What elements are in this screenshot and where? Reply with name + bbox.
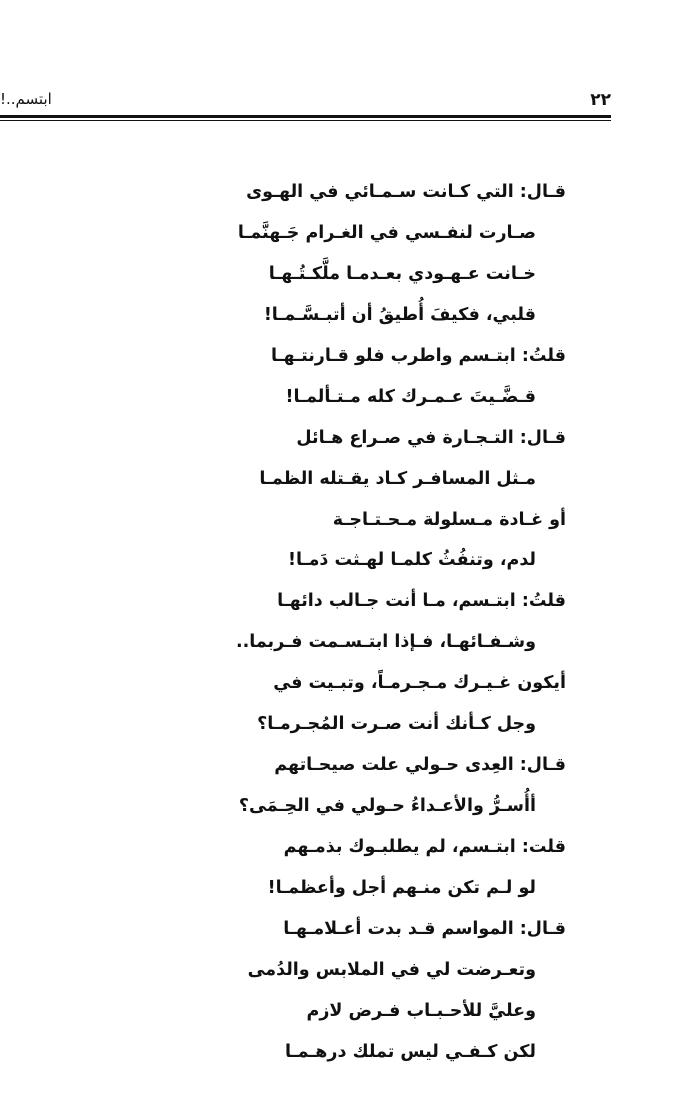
verse-line: مـثل المسافـر كـاد يقـتله الظمـا: [259, 468, 536, 489]
page-header: [0, 85, 611, 125]
running-title: ابتسم..!: [0, 90, 52, 108]
verse-line: قلتُ: ابتـسم واطرب فلو قـارنتـهـا: [270, 345, 566, 366]
verse-line: أو غـادة مـسلولة مـحـتـاجـة: [332, 509, 566, 530]
verse-line: لو لـم تكن منـهم أجل وأعظمـا!: [267, 877, 536, 898]
header-rule-thin: [0, 120, 611, 121]
verse-line: لدم، وتنفُثُ كلمـا لهـثت دَمـا!: [288, 550, 536, 571]
header-rule-thick: [0, 115, 611, 118]
poem-body: [20, 172, 566, 1073]
verse-line: قلتُ: ابتـسم، مـا أنت جـالب دائهـا: [277, 591, 566, 612]
verse-line: وجل كـأنك أنت صـرت المُجـرمـا؟: [257, 714, 536, 735]
verse-line: صـارت لنفـسي في الغـرام جَـهنَّمـا: [237, 222, 536, 243]
verse-line: قـال: التـجـارة في صـراع هـائل: [296, 427, 566, 448]
page-number: ٢٢: [590, 90, 611, 110]
verse-line: وشـفـائهـا، فـإذا ابتـسـمت فـربما..: [235, 632, 536, 653]
verse-line: قـضَّـيتَ عـمـرك كله مـتـألمـا!: [285, 386, 536, 407]
verse-line: خـانت عـهـودي بعـدمـا ملَّكـتُـهـا: [268, 263, 536, 284]
verse-line: قلبي، فكيفَ أُطيقُ أن أتبـسَّـمـا!: [263, 304, 536, 325]
verse-line: قـال: التي كـانت سـمـائي في الهـوى: [246, 182, 566, 202]
verse-line: أيكون غـيـرك مـجـرمـاً، وتبـيت في: [273, 673, 566, 694]
verse-line: قـال: المواسم قـد بدت أعـلامـهـا: [283, 918, 566, 939]
verse-line: وتعـرضت لي في الملابس والدُمى: [247, 959, 536, 980]
verse-line: قلت: ابتـسم، لم يطلبـوك بذمـهم: [283, 837, 566, 857]
verse-line: وعليَّ للأحـبـاب فـرض لازم: [306, 1000, 536, 1021]
verse-line: قـال: العِدى حـولي علت صيحـاتهم: [274, 755, 566, 776]
verse-line: أأُسـرُّ والأعـداءُ حـولي في الحِـمَى؟: [238, 796, 536, 817]
verse-line: لكن كـفـي ليس تملك درهـمـا: [285, 1041, 536, 1062]
